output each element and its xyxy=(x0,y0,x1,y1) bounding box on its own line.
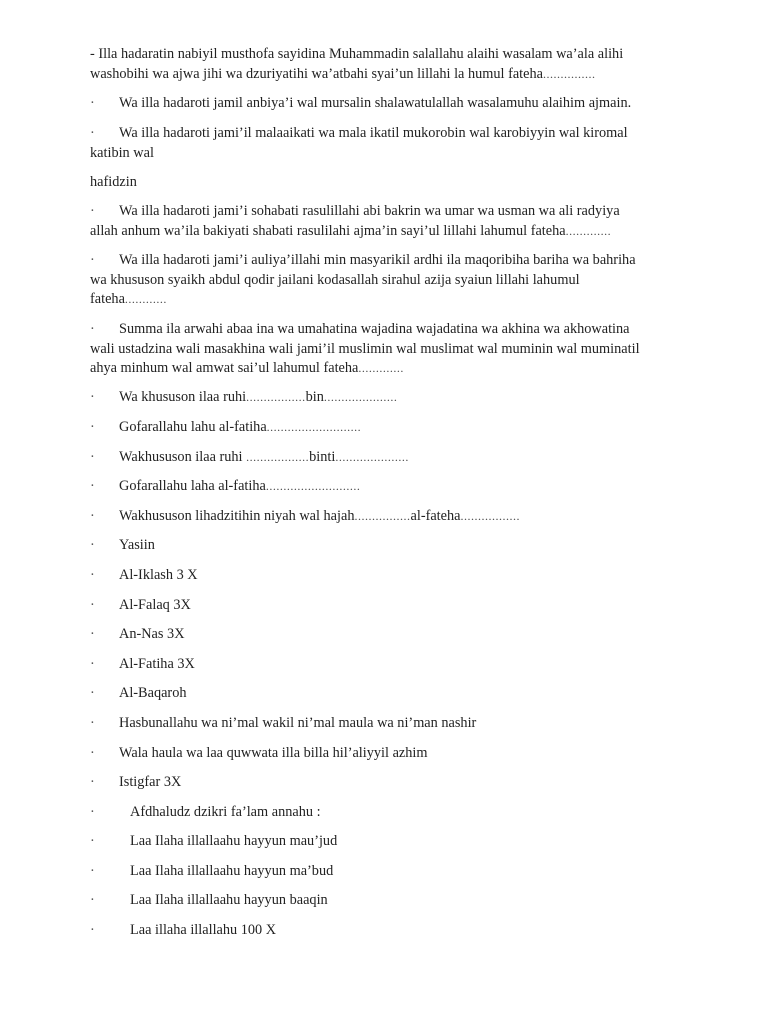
bullet-mark: · xyxy=(90,745,95,761)
paragraph-6 xyxy=(90,320,680,379)
bullet-mark: · xyxy=(90,597,95,613)
list-item: · Yasiin xyxy=(90,536,690,556)
paragraph-3-continuation xyxy=(90,173,680,193)
list-item: · Wala haula wa laa quwwata illa billa hil’aliyyil azhim xyxy=(90,744,690,764)
bullet-mark: · xyxy=(90,252,95,268)
paragraph-3 xyxy=(90,124,680,163)
bullet-mark: · xyxy=(90,125,95,141)
list-item: · Al-Falaq 3X xyxy=(90,596,690,616)
paragraph-2-text: Wa illa hadaroti jamil anbiya’i wal mursalin shalawatulallah wasalamuhu alaihim ajmain. xyxy=(119,95,632,111)
dzikir-item: · Laa Ilaha illallaahu hayyun ma’bud xyxy=(90,862,690,882)
dzikir-item: · Afdhaludz dzikri fa’lam annahu : xyxy=(90,803,690,823)
bullet-mark: · xyxy=(90,389,95,405)
bullet-mark: · xyxy=(90,95,95,111)
bullet-mark: · xyxy=(90,774,95,790)
bullet-mark: · xyxy=(90,321,95,337)
bullet-mark: · xyxy=(90,203,95,219)
bullet-mark: · xyxy=(90,804,95,820)
paragraph-6-line-2: wali ustadzina wali masakhina wali jami’il muslimin wal muslimat wal muminin wal muminatil xyxy=(90,340,640,357)
paragraph-2 xyxy=(90,94,680,114)
list-item: · Istigfar 3X xyxy=(90,773,690,793)
bullet-mark: · xyxy=(90,419,95,435)
list-item: · Al-Fatiha 3X xyxy=(90,655,690,675)
list-item: · Wakhususon ilaa ruhi ..................binti..................... xyxy=(90,448,690,468)
paragraph-3-line-2: katibin wal xyxy=(90,144,154,161)
bullet-mark: · xyxy=(90,892,95,908)
paragraph-6-line-3: ahya minhum wal amwat sai’ul lahumul fateha............. xyxy=(90,360,404,376)
paragraph-4-line-1: Wa illa hadaroti jami’i sohabati rasulillahi abi bakrin wa umar wa usman wa ali radyiya xyxy=(119,203,620,219)
paragraph-3-line-3: hafidzin xyxy=(90,174,137,190)
list-item: · Wakhususon lihadzitihin niyah wal hajah................al-fateha................. xyxy=(90,507,690,527)
list-item: · An-Nas 3X xyxy=(90,625,690,645)
dzikir-item: · Laa Ilaha illallaahu hayyun baaqin xyxy=(90,891,690,911)
paragraph-4 xyxy=(90,202,680,241)
bullet-mark: · xyxy=(90,478,95,494)
list-item: · Gofarallahu laha al-fatiha........................... xyxy=(90,477,690,497)
paragraph-5-line-1: Wa illa hadaroti jami’i auliya’illahi min masyarikil ardhi ila maqoribiha bariha wa bahriha xyxy=(119,252,636,268)
bullet-mark: · xyxy=(90,715,95,731)
list-item: · Al-Iklash 3 X xyxy=(90,566,690,586)
bullet-mark: · xyxy=(90,656,95,672)
dotted-leader: ............ xyxy=(124,292,167,306)
bullet-mark: · xyxy=(90,863,95,879)
dotted-leader: ............. xyxy=(565,223,612,238)
dotted-leader: ............... xyxy=(543,66,596,81)
paragraph-1-line-2: washobihi wa ajwa jihi wa dzuriyatihi wa’atbahi syai’un lillahi la humul fateha............... xyxy=(90,65,596,82)
list-item: · Wa khususon ilaa ruhi.................bin..................... xyxy=(90,388,690,408)
paragraph-6-line-1: Summa ila arwahi abaa ina wa umahatina wajadina wajadatina wa akhina wa akhowatina xyxy=(119,321,630,337)
paragraph-1-line-1: - Illa hadaratin nabiyil musthofa sayidina Muhammadin salallahu alaihi wasalam wa’ala alihi xyxy=(90,46,624,62)
bullet-mark: · xyxy=(90,508,95,524)
bullet-mark: · xyxy=(90,567,95,583)
list-item: · Hasbunallahu wa ni’mal wakil ni’mal maula wa ni’man nashir xyxy=(90,714,690,734)
bullet-mark: · xyxy=(90,685,95,701)
dotted-leader: ............. xyxy=(358,361,404,375)
bullet-mark: · xyxy=(90,537,95,553)
paragraph-5-line-2: wa khususon syaikh abdul qodir jailani kodasallah sirahul azija syaiun lillahi lahumul xyxy=(90,271,580,288)
bullet-mark: · xyxy=(90,833,95,849)
bullet-mark: · xyxy=(90,626,95,642)
paragraph-5-line-3: fateha............ xyxy=(90,291,167,307)
bullet-mark: · xyxy=(90,449,95,465)
list-item: · Al-Baqaroh xyxy=(90,684,690,704)
list-item: · Gofarallahu lahu al-fatiha........................... xyxy=(90,418,690,438)
bullet-mark: · xyxy=(90,922,95,938)
paragraph-3-line-1: Wa illa hadaroti jami’il malaaikati wa mala ikatil mukorobin wal karobiyyin wal kiromal xyxy=(119,125,628,141)
paragraph-1 xyxy=(90,45,680,84)
dzikir-item: · Laa illaha illallahu 100 X xyxy=(90,921,690,941)
dzikir-item: · Laa Ilaha illallaahu hayyun mau’jud xyxy=(90,832,690,852)
paragraph-5 xyxy=(90,251,680,310)
paragraph-4-line-2: allah anhum wa’ila bakiyati shabati rasulilahi ajma’in sayi’ul lillahi lahumul fateha............. xyxy=(90,222,612,239)
